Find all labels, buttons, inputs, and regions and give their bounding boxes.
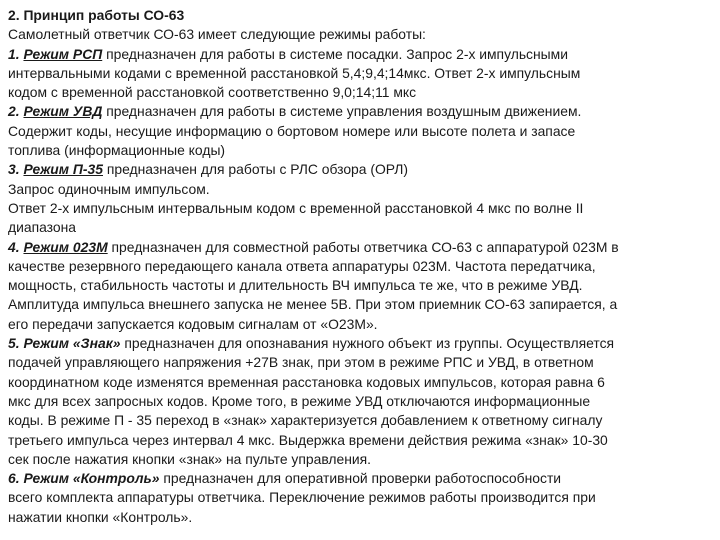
mode-4-name: Режим 023М	[23, 238, 108, 255]
mode-5-name: Режим «Знак»	[23, 335, 121, 352]
mode-3-line-4: диапазона	[8, 219, 77, 236]
mode-2-number: 2.	[8, 103, 20, 120]
intro-text: Самолетный ответчик СО-63 имеет следующие режимы работы:	[8, 26, 426, 43]
mode-5-line-5: коды. В режиме П - 35 переход в «знак» характеризуется добавлением к ответному сигналу	[8, 412, 603, 429]
mode-6-line-3: нажатии кнопки «Контроль».	[8, 508, 193, 525]
mode-6-text: предназначен для оперативной проверки работоспособности	[159, 470, 562, 487]
mode-5-line-7: сек после нажатия кнопки «знак» на пульте управления.	[8, 450, 372, 467]
mode-5-text: предназначен для опознавания нужного объект из группы. Осуществляется	[120, 335, 615, 352]
mode-2-line-1	[8, 102, 712, 121]
mode-1-name: Режим РСП	[23, 45, 103, 62]
mode-1-line-3: кодом с временной расстановкой соответственно 9,0;14;11 мкс	[8, 84, 417, 101]
mode-1-number: 1.	[8, 45, 20, 62]
mode-5-line-3: координатном коде изменятся временная расстановка кодовых импульсов, которая равна 6	[8, 373, 605, 390]
mode-4-number: 4.	[8, 238, 20, 255]
mode-3-line-2: Запрос одиночным импульсом.	[8, 180, 210, 197]
mode-2-name: Режим УВД	[23, 103, 103, 120]
mode-3-line-1	[8, 160, 712, 179]
mode-1-text: предназначен для работы в системе посадки. Запрос 2-х импульсными	[102, 45, 568, 62]
mode-6-number: 6.	[8, 470, 20, 487]
mode-4-line-1	[8, 238, 712, 257]
mode-2-line-3: топлива (информационные коды)	[8, 142, 226, 159]
mode-6-line-1	[8, 469, 712, 488]
mode-5-line-4: мкс для всех запросных кодов. Кроме того, в режиме УВД отключаются информационные	[8, 392, 591, 409]
mode-5-line-2: подачей управляющего напряжения +27В знак, при этом в режиме РПС и УВД, в ответном	[8, 354, 594, 371]
document-title: 2. Принцип работы СО-63	[8, 7, 185, 23]
mode-4-line-4: Амплитуда импульса внешнего запуска не менее 5В. При этом приемник СО-63 запирается, а	[8, 296, 618, 313]
mode-5-number: 5.	[8, 335, 20, 352]
mode-2-text: предназначен для работы в системе управления воздушным движением.	[102, 103, 582, 120]
mode-1-line-2: интервальными кодами с временной расстановкой 5,4;9,4;14мкс. Ответ 2-х импульсным	[8, 64, 581, 81]
mode-3-text: предназначен для работы с РЛС обзора (ОРЛ)	[103, 161, 409, 178]
mode-3-name: Режим П-35	[23, 161, 103, 178]
mode-4-line-3: мощность, стабильность частоты и длительность ВЧ импульса те же, что в режиме УВД.	[8, 277, 583, 294]
mode-6-line-2: всего комплекта аппаратуры ответчика. Переключение режимов работы производится при	[8, 489, 596, 506]
mode-5-line-6: третьего импульса через интервал 4 мкс. Выдержка времени действия режима «знак» 10-30	[8, 431, 608, 448]
mode-2-line-2: Содержит коды, несущие информацию о бортовом номере или высоте полета и запасе	[8, 122, 576, 139]
mode-6-name: Режим «Контроль»	[23, 470, 160, 487]
mode-3-number: 3.	[8, 161, 20, 178]
mode-3-line-3: Ответ 2-х импульсным интервальным кодом с временной расстановкой 4 мкс по волне II	[8, 199, 584, 216]
mode-4-line-5: его передачи запускается кодовым сигналам от «О23М».	[8, 315, 378, 332]
mode-4-text: предназначен для совместной работы ответчика СО-63 с аппаратурой 023М в	[107, 238, 619, 255]
mode-5-line-1	[8, 334, 712, 353]
mode-4-line-2: качестве резервного передающего канала ответа аппаратуры 023М. Частота передатчика,	[8, 257, 596, 274]
mode-1-line-1	[8, 45, 712, 64]
